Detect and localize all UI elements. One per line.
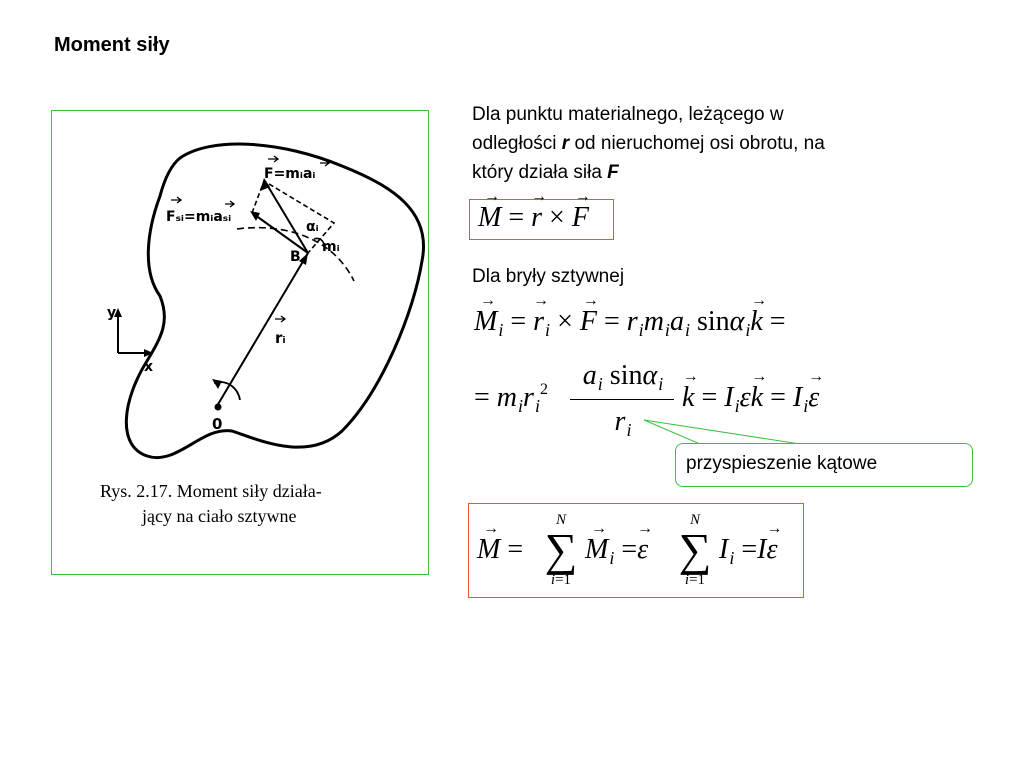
- intro-symbol-F: F: [607, 162, 619, 183]
- label-origin: 0: [212, 415, 223, 433]
- vector-mark-as: [225, 201, 234, 207]
- equation-moment-cross: → M = → r × → F: [478, 202, 589, 234]
- sum-symbol-2: N ∑ i=1: [678, 512, 712, 588]
- origin-point: [215, 404, 222, 411]
- intro-symbol-r: r: [561, 133, 570, 154]
- label-tangential-force: Fₛᵢ=mᵢaₛᵢ: [166, 209, 232, 225]
- label-mass: mᵢ: [322, 239, 340, 255]
- rotation-arrowhead: [212, 379, 222, 389]
- label-radius: rᵢ: [275, 329, 286, 347]
- equation-rigid-moment: → $M_i$ = → $r_i$ × → $F = r_im_ia_i$ sinα$_i$→ k =: [474, 306, 786, 338]
- equation-total-left: → M =: [477, 534, 523, 566]
- label-point-B: B: [290, 249, 301, 265]
- callout-angular-acceleration: przyspieszenie kątowe: [675, 443, 973, 487]
- fraction-numerator: $a_i$ sinα$_i$: [582, 360, 664, 394]
- sum-symbol-1: N ∑ i=1: [544, 512, 578, 588]
- equation-total-middle: → $M_i =\to \varepsilon$: [585, 534, 648, 566]
- label-alpha: αᵢ: [306, 219, 319, 235]
- radius-vector: [217, 253, 308, 406]
- force-vector: [266, 183, 308, 253]
- formula-total-moment: [468, 503, 804, 598]
- vector-mark-F: [268, 156, 278, 162]
- intro-line-2-pre: odległości: [472, 133, 562, 154]
- fraction-denominator: $r_i$: [614, 406, 632, 440]
- label-x-axis: x: [144, 359, 154, 375]
- vector-mark-Fs: [171, 197, 181, 203]
- intro-paragraph: [472, 100, 992, 187]
- label-y-axis: y: [107, 305, 117, 321]
- label-force: F=mᵢaᵢ: [264, 166, 316, 182]
- fraction-bar: [570, 399, 674, 400]
- equation-expansion-left: = $m_ir_i^2$: [474, 381, 548, 416]
- fraction-angular-acceleration: [568, 360, 678, 446]
- page-title: Moment siły: [54, 34, 170, 56]
- formula-point-moment: [469, 199, 614, 240]
- vector-mark-r: [275, 316, 285, 322]
- tangential-arrowhead: [250, 211, 260, 221]
- rigid-body-outline: [126, 144, 423, 458]
- caption-line-2: jący na ciało sztywne: [142, 506, 297, 526]
- intro-line-1: Dla punktu materialnego, leżącego w: [472, 104, 784, 125]
- tangential-force-vector: [255, 215, 308, 253]
- equation-total-right: $I_i =I\to \varepsilon$: [719, 534, 778, 566]
- caption-line-1: Rys. 2.17. Moment siły działa-: [100, 481, 322, 501]
- equation-expansion-right: → $k = I_i\varepsilon\to k = I_i\to \varepsilon$: [682, 382, 819, 414]
- intro-line-3-pre: który działa siła: [472, 162, 608, 183]
- rigid-body-label: Dla bryły sztywnej: [472, 266, 625, 287]
- intro-line-2-post: od nieruchomej osi obrotu, na: [569, 133, 825, 154]
- figure-caption: [100, 479, 420, 529]
